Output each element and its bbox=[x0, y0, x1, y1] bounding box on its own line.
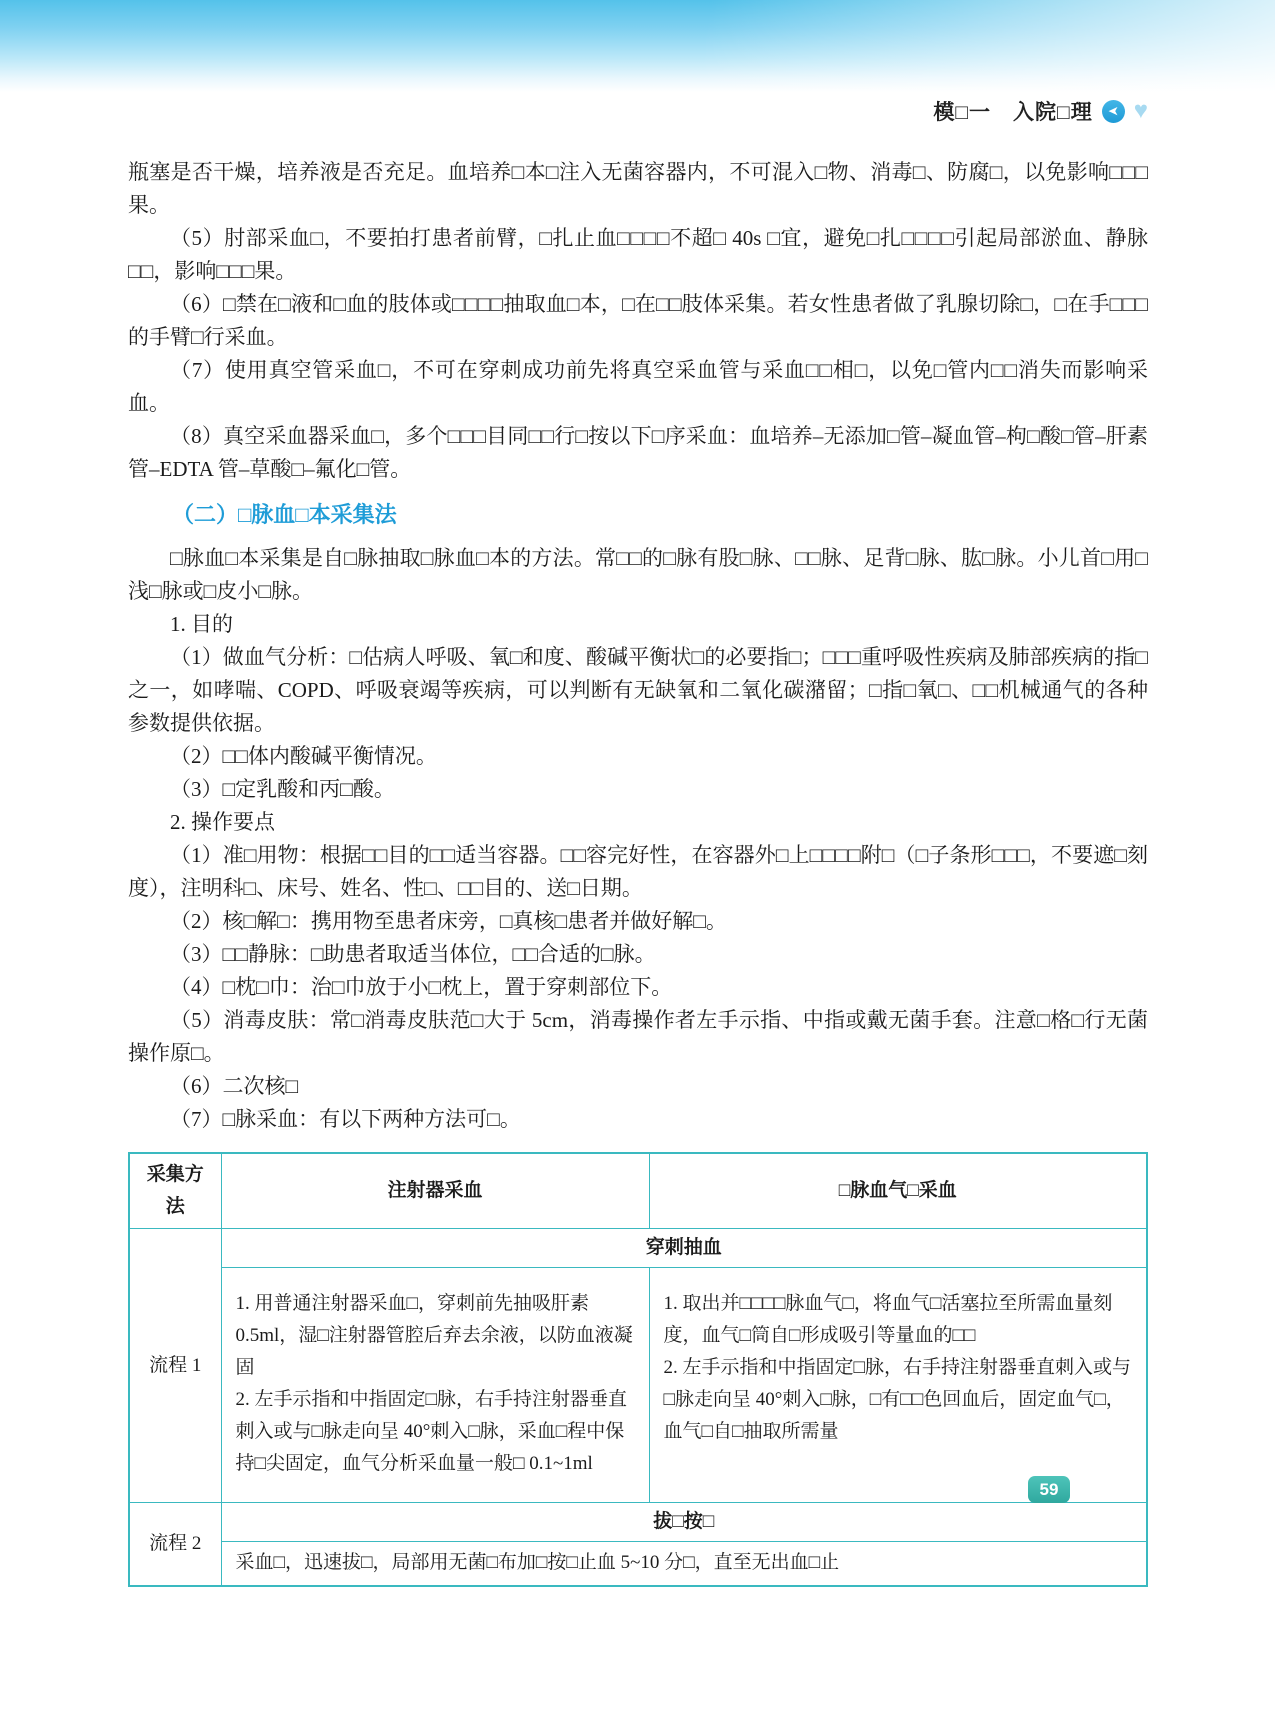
flow2-label: 流程 2 bbox=[129, 1503, 221, 1587]
collection-methods-table bbox=[128, 1152, 1148, 1587]
paragraph: （7）□脉采血：有以下两种方法可□。 bbox=[170, 1107, 521, 1131]
paragraph: （7）使用真空管采血□，不可在穿刺成功前先将真空采血管与采血□□相□，以免□管内□□消失而影响采血。 bbox=[128, 358, 1148, 415]
page-body bbox=[128, 156, 1148, 1587]
paragraph: （1）准□用物：根据□□目的□□适当容器。□□容完好性，在容器外□上□□□□附□（□子条形□□□，不要遮□刻度），注明科□、床号、姓名、性□、□□目的、送□日期。 bbox=[128, 843, 1148, 900]
section-heading: （二）□脉血□本采集法 bbox=[172, 502, 397, 527]
paragraph: （3）□定乳酸和丙□酸。 bbox=[170, 777, 395, 801]
paragraph: 瓶塞是否干燥，培养液是否充足。血培养□本□注入无菌容器内，不可混入□物、消毒□、防腐□，以免影响□□□果。 bbox=[128, 160, 1148, 217]
flow1-subheader: 穿刺抽血 bbox=[221, 1229, 1147, 1268]
table-row bbox=[129, 1542, 1147, 1587]
header-band-sheen bbox=[0, 0, 1275, 92]
list-item-heading: 2. 操作要点 bbox=[170, 810, 275, 834]
table-cell-line: 2. 左手示指和中指固定□脉，右手持注射器垂直刺入或与□脉走向呈 40°刺入□脉，采血□程中保持□尖固定，血气分析采血量一般□ 0.1~1ml bbox=[235, 1389, 627, 1474]
table-cell-line: 1. 取出并□□□□脉血气□，将血气□活塞拉至所需血量刻度，血气□筒自□形成吸引等量血的□□ bbox=[663, 1293, 1113, 1346]
table-row bbox=[129, 1268, 1147, 1503]
flow2-subheader: 拔□按□ bbox=[221, 1503, 1147, 1542]
column-header-method: 采集方法 bbox=[129, 1153, 221, 1229]
flow1-blood-gas-cell bbox=[649, 1268, 1147, 1503]
chapter-title: 模□一 入院□理 bbox=[933, 101, 1093, 124]
table-header-row bbox=[129, 1153, 1147, 1229]
paragraph: （2）核□解□：携用物至患者床旁，□真核□患者并做好解□。 bbox=[170, 909, 727, 933]
heart-icon: ♥ bbox=[1133, 98, 1148, 124]
page-number-badge: 59 bbox=[1028, 1476, 1070, 1503]
table-row bbox=[129, 1229, 1147, 1268]
circle-arrow-icon: ➤ bbox=[1102, 100, 1125, 123]
paragraph: （8）真空采血器采血□，多个□□□目同□□行□按以下□序采血：血培养–无添加□管–凝血管–枸□酸□管–肝素管–EDTA 管–草酸□–氟化□管。 bbox=[128, 424, 1148, 481]
paragraph: （1）做血气分析：□估病人呼吸、氧□和度、酸碱平衡状□的必要指□；□□□重呼吸性疾病及肺部疾病的指□之一，如哮喘、COPD、呼吸衰竭等疾病，可以判断有无缺氧和二氧化碳潴留；□指□氧□、□□机械通气的各种参数提供依据。 bbox=[128, 645, 1148, 735]
list-item-heading: 1. 目的 bbox=[170, 612, 233, 636]
paragraph: （4）□枕□巾：治□巾放于小□枕上，置于穿刺部位下。 bbox=[170, 975, 673, 999]
table-row bbox=[129, 1503, 1147, 1542]
paragraph: （6）二次核□ bbox=[170, 1074, 299, 1098]
paragraph: （5）消毒皮肤：常□消毒皮肤范□大于 5cm，消毒操作者左手示指、中指或戴无菌手套。注意□格□行无菌操作原□。 bbox=[128, 1008, 1148, 1065]
column-header-blood-gas: □脉血气□采血 bbox=[649, 1153, 1147, 1229]
paragraph: （2）□□体内酸碱平衡情况。 bbox=[170, 744, 437, 768]
page-header bbox=[933, 96, 1148, 126]
paragraph: （3）□□静脉：□助患者取适当体位，□□合适的□脉。 bbox=[170, 942, 656, 966]
paragraph: （6）□禁在□液和□血的肢体或□□□□抽取血□本，□在□□肢体采集。若女性患者做了乳腺切除□，□在手□□□的手臂□行采血。 bbox=[128, 292, 1148, 349]
flow1-syringe-cell bbox=[221, 1268, 649, 1503]
table-cell-line: 1. 用普通注射器采血□，穿刺前先抽吸肝素 0.5ml，湿□注射器管腔后弃去余液，以防血液凝固 bbox=[235, 1293, 633, 1378]
column-header-syringe: 注射器采血 bbox=[221, 1153, 649, 1229]
header-gradient-band bbox=[0, 0, 1275, 92]
flow2-instruction-cell: 采血□，迅速拔□，局部用无菌□布加□按□止血 5~10 分□，直至无出血□止 bbox=[221, 1542, 1147, 1587]
paragraph: □脉血□本采集是自□脉抽取□脉血□本的方法。常□□的□脉有股□脉、□□脉、足背□脉、肱□脉。小儿首□用□浅□脉或□皮小□脉。 bbox=[128, 546, 1148, 603]
paragraph: （5）肘部采血□，不要拍打患者前臂，□扎止血□□□□不超□ 40s □宜，避免□扎□□□□引起局部淤血、静脉□□，影响□□□果。 bbox=[128, 226, 1148, 283]
flow1-label: 流程 1 bbox=[129, 1229, 221, 1503]
table-cell-line: 2. 左手示指和中指固定□脉，右手持注射器垂直刺入或与□脉走向呈 40°刺入□脉，□有□□色回血后，固定血气□，血气□自□抽取所需量 bbox=[663, 1357, 1131, 1442]
